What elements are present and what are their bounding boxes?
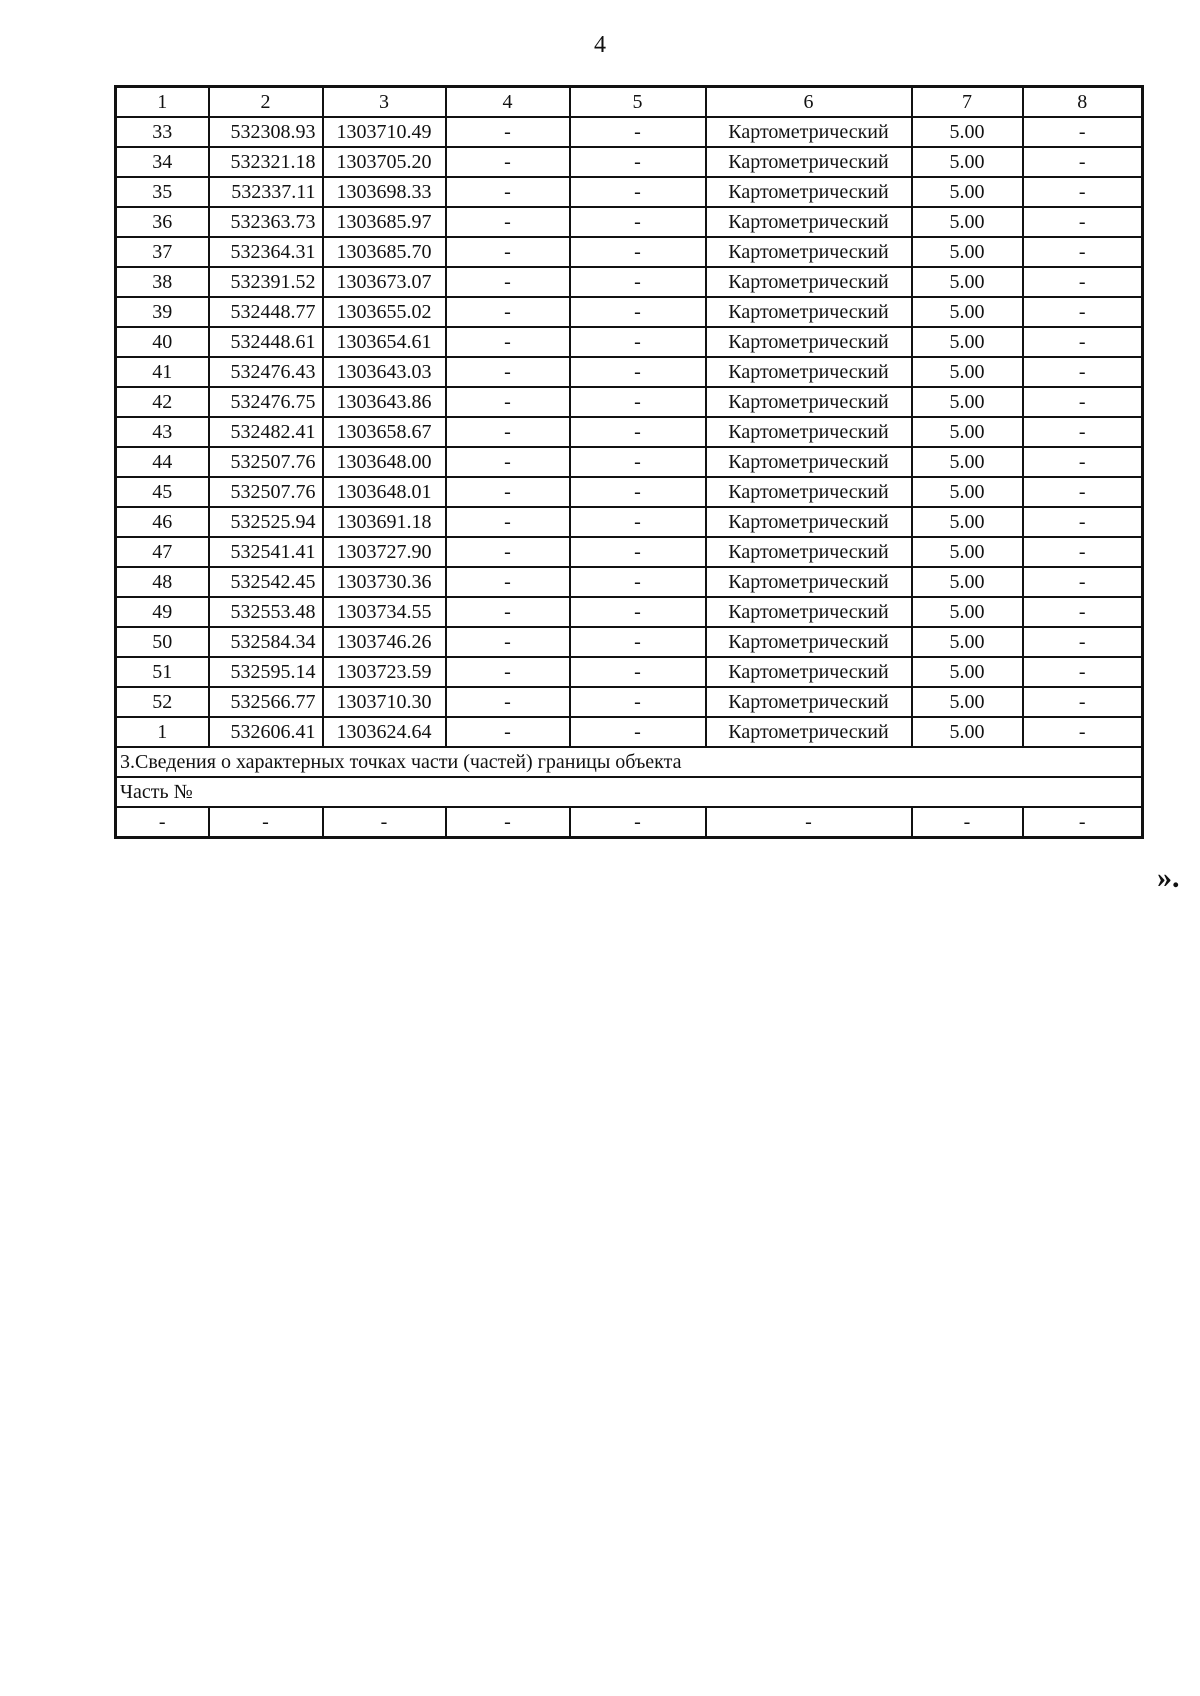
table-cell: - [570, 207, 706, 237]
table-cell: Картометрический [706, 417, 912, 447]
table-cell: 1303655.02 [323, 297, 446, 327]
table-cell: 1303723.59 [323, 657, 446, 687]
table-cell: - [1023, 297, 1143, 327]
table-row [116, 237, 1143, 267]
table-cell: 5.00 [912, 147, 1023, 177]
empty-cell: - [912, 807, 1023, 838]
table-cell: - [1023, 207, 1143, 237]
table-cell: 39 [116, 297, 209, 327]
table-row [116, 717, 1143, 747]
table-cell: 532391.52 [209, 267, 323, 297]
table-cell: 532507.76 [209, 447, 323, 477]
table-cell: - [570, 477, 706, 507]
page-number: 4 [594, 32, 606, 58]
coordinates-table [114, 85, 1144, 839]
table-cell: - [570, 147, 706, 177]
table-cell: Картометрический [706, 717, 912, 747]
table-cell: Картометрический [706, 657, 912, 687]
table-row [116, 627, 1143, 657]
table-cell: - [1023, 357, 1143, 387]
table-cell: 5.00 [912, 237, 1023, 267]
table-cell: - [446, 327, 570, 357]
header-cell: 3 [323, 87, 446, 118]
table-cell: 47 [116, 537, 209, 567]
table-cell: - [446, 447, 570, 477]
table-cell: Картометрический [706, 567, 912, 597]
table-cell: 1303698.33 [323, 177, 446, 207]
table-cell: 532482.41 [209, 417, 323, 447]
table-cell: 1303624.64 [323, 717, 446, 747]
table-cell: 48 [116, 567, 209, 597]
table-cell: 5.00 [912, 687, 1023, 717]
empty-cell: - [209, 807, 323, 838]
header-cell: 2 [209, 87, 323, 118]
section-title-row [116, 747, 1143, 777]
table-cell: 1303734.55 [323, 597, 446, 627]
table-cell: 1303705.20 [323, 147, 446, 177]
table-cell: - [1023, 567, 1143, 597]
empty-cell: - [706, 807, 912, 838]
table-cell: Картометрический [706, 267, 912, 297]
table-cell: 51 [116, 657, 209, 687]
table-cell: 45 [116, 477, 209, 507]
table-cell: Картометрический [706, 357, 912, 387]
table-cell: - [1023, 657, 1143, 687]
table-cell: 5.00 [912, 627, 1023, 657]
table-cell: 5.00 [912, 447, 1023, 477]
table-cell: 52 [116, 687, 209, 717]
table-row [116, 387, 1143, 417]
table-cell: - [570, 627, 706, 657]
table-cell: 1303685.70 [323, 237, 446, 267]
table-cell: Картометрический [706, 117, 912, 147]
section-title: 3.Сведения о характерных точках части (частей) границы объекта [116, 747, 1143, 777]
table-cell: 5.00 [912, 477, 1023, 507]
table-cell: 5.00 [912, 537, 1023, 567]
table-cell: 44 [116, 447, 209, 477]
table-cell: 5.00 [912, 357, 1023, 387]
coordinates-table-container [114, 85, 1144, 839]
table-cell: - [570, 597, 706, 627]
table-row [116, 507, 1143, 537]
table-row [116, 687, 1143, 717]
table-cell: Картометрический [706, 237, 912, 267]
table-cell: Картометрический [706, 687, 912, 717]
table-cell: 1303654.61 [323, 327, 446, 357]
table-cell: - [1023, 177, 1143, 207]
table-cell: - [570, 357, 706, 387]
table-cell: - [1023, 147, 1143, 177]
table-cell: - [1023, 387, 1143, 417]
table-cell: 532308.93 [209, 117, 323, 147]
table-row [116, 567, 1143, 597]
table-cell: 1303691.18 [323, 507, 446, 537]
table-row [116, 177, 1143, 207]
table-cell: 41 [116, 357, 209, 387]
table-cell: - [570, 567, 706, 597]
table-cell: 532584.34 [209, 627, 323, 657]
part-label-row [116, 777, 1143, 807]
table-cell: - [1023, 477, 1143, 507]
table-cell: 1303658.67 [323, 417, 446, 447]
table-cell: - [446, 297, 570, 327]
table-cell: 34 [116, 147, 209, 177]
table-cell: Картометрический [706, 597, 912, 627]
table-cell: 1303730.36 [323, 567, 446, 597]
table-cell: Картометрический [706, 477, 912, 507]
table-cell: - [446, 237, 570, 267]
table-cell: - [570, 687, 706, 717]
table-cell: - [1023, 417, 1143, 447]
table-cell: 5.00 [912, 117, 1023, 147]
table-cell: Картометрический [706, 177, 912, 207]
empty-cell: - [116, 807, 209, 838]
table-cell: - [446, 117, 570, 147]
table-cell: 1303710.49 [323, 117, 446, 147]
table-cell: Картометрический [706, 297, 912, 327]
table-row [116, 357, 1143, 387]
table-cell: - [570, 177, 706, 207]
table-cell: 5.00 [912, 207, 1023, 237]
table-cell: - [1023, 267, 1143, 297]
header-cell: 6 [706, 87, 912, 118]
table-cell: 36 [116, 207, 209, 237]
table-row [116, 417, 1143, 447]
header-cell: 4 [446, 87, 570, 118]
table-cell: - [570, 387, 706, 417]
table-cell: 5.00 [912, 327, 1023, 357]
table-cell: - [1023, 687, 1143, 717]
table-cell: - [570, 267, 706, 297]
table-row [116, 207, 1143, 237]
table-cell: 532541.41 [209, 537, 323, 567]
table-cell: - [570, 237, 706, 267]
table-cell: 532364.31 [209, 237, 323, 267]
header-cell: 5 [570, 87, 706, 118]
table-cell: 1303685.97 [323, 207, 446, 237]
table-cell: - [446, 477, 570, 507]
table-cell: 42 [116, 387, 209, 417]
table-row [116, 117, 1143, 147]
table-cell: 46 [116, 507, 209, 537]
table-cell: 5.00 [912, 417, 1023, 447]
table-cell: 1303643.86 [323, 387, 446, 417]
table-cell: 49 [116, 597, 209, 627]
table-cell: Картометрический [706, 627, 912, 657]
table-cell: - [446, 177, 570, 207]
table-row [116, 297, 1143, 327]
table-cell: 5.00 [912, 567, 1023, 597]
table-cell: 532337.11 [209, 177, 323, 207]
table-cell: - [446, 627, 570, 657]
table-cell: - [1023, 117, 1143, 147]
table-cell: 1303727.90 [323, 537, 446, 567]
table-cell: - [570, 327, 706, 357]
part-label: Часть № [116, 777, 1143, 807]
table-cell: 5.00 [912, 507, 1023, 537]
table-cell: 532448.77 [209, 297, 323, 327]
empty-row [116, 807, 1143, 838]
table-cell: - [1023, 597, 1143, 627]
table-cell: Картометрический [706, 327, 912, 357]
table-cell: - [570, 537, 706, 567]
table-row [116, 657, 1143, 687]
table-cell: Картометрический [706, 447, 912, 477]
closing-quote: ». [1157, 861, 1180, 894]
table-cell: 532476.75 [209, 387, 323, 417]
table-cell: 5.00 [912, 597, 1023, 627]
table-cell: - [446, 207, 570, 237]
table-cell: 1303710.30 [323, 687, 446, 717]
table-cell: - [1023, 537, 1143, 567]
table-row [116, 327, 1143, 357]
table-cell: 35 [116, 177, 209, 207]
table-cell: - [446, 657, 570, 687]
table-cell: 532448.61 [209, 327, 323, 357]
table-cell: - [1023, 447, 1143, 477]
table-cell: - [1023, 627, 1143, 657]
table-cell: Картометрический [706, 147, 912, 177]
table-row [116, 537, 1143, 567]
table-cell: 5.00 [912, 387, 1023, 417]
empty-cell: - [446, 807, 570, 838]
table-row [116, 447, 1143, 477]
table-cell: 532321.18 [209, 147, 323, 177]
table-body [116, 117, 1143, 747]
table-cell: 1303673.07 [323, 267, 446, 297]
table-cell: - [570, 297, 706, 327]
table-cell: 532476.43 [209, 357, 323, 387]
table-cell: - [446, 417, 570, 447]
table-cell: 37 [116, 237, 209, 267]
table-cell: - [446, 267, 570, 297]
table-cell: 532525.94 [209, 507, 323, 537]
table-cell: - [446, 717, 570, 747]
header-cell: 7 [912, 87, 1023, 118]
table-row [116, 477, 1143, 507]
table-cell: 50 [116, 627, 209, 657]
table-row [116, 147, 1143, 177]
table-cell: 532606.41 [209, 717, 323, 747]
table-cell: Картометрический [706, 537, 912, 567]
table-cell: - [570, 417, 706, 447]
table-cell: - [446, 507, 570, 537]
header-cell: 8 [1023, 87, 1143, 118]
table-cell: 532363.73 [209, 207, 323, 237]
table-cell: - [1023, 717, 1143, 747]
table-cell: 43 [116, 417, 209, 447]
table-cell: - [446, 537, 570, 567]
table-cell: 532553.48 [209, 597, 323, 627]
table-cell: - [1023, 237, 1143, 267]
table-cell: - [446, 597, 570, 627]
table-cell: - [446, 147, 570, 177]
table-cell: 5.00 [912, 297, 1023, 327]
table-row [116, 597, 1143, 627]
table-cell: 1303746.26 [323, 627, 446, 657]
header-cell: 1 [116, 87, 209, 118]
table-cell: 532507.76 [209, 477, 323, 507]
table-cell: 5.00 [912, 177, 1023, 207]
table-cell: 40 [116, 327, 209, 357]
table-cell: 1303643.03 [323, 357, 446, 387]
table-cell: 5.00 [912, 657, 1023, 687]
table-cell: - [446, 567, 570, 597]
table-cell: Картометрический [706, 207, 912, 237]
table-cell: - [446, 387, 570, 417]
empty-cell: - [570, 807, 706, 838]
table-cell: 1 [116, 717, 209, 747]
table-cell: - [570, 117, 706, 147]
table-cell: - [570, 447, 706, 477]
table-cell: - [570, 717, 706, 747]
table-cell: - [570, 657, 706, 687]
table-cell: - [1023, 507, 1143, 537]
table-row [116, 267, 1143, 297]
table-cell: - [446, 687, 570, 717]
table-cell: 532542.45 [209, 567, 323, 597]
table-cell: 532566.77 [209, 687, 323, 717]
empty-cell: - [1023, 807, 1143, 838]
table-cell: Картометрический [706, 387, 912, 417]
empty-cell: - [323, 807, 446, 838]
table-cell: 33 [116, 117, 209, 147]
table-cell: 38 [116, 267, 209, 297]
table-cell: 5.00 [912, 267, 1023, 297]
table-cell: 1303648.00 [323, 447, 446, 477]
table-cell: - [570, 507, 706, 537]
table-cell: 532595.14 [209, 657, 323, 687]
table-cell: 1303648.01 [323, 477, 446, 507]
table-cell: 5.00 [912, 717, 1023, 747]
table-cell: - [1023, 327, 1143, 357]
table-header-row [116, 87, 1143, 118]
table-cell: Картометрический [706, 507, 912, 537]
table-cell: - [446, 357, 570, 387]
